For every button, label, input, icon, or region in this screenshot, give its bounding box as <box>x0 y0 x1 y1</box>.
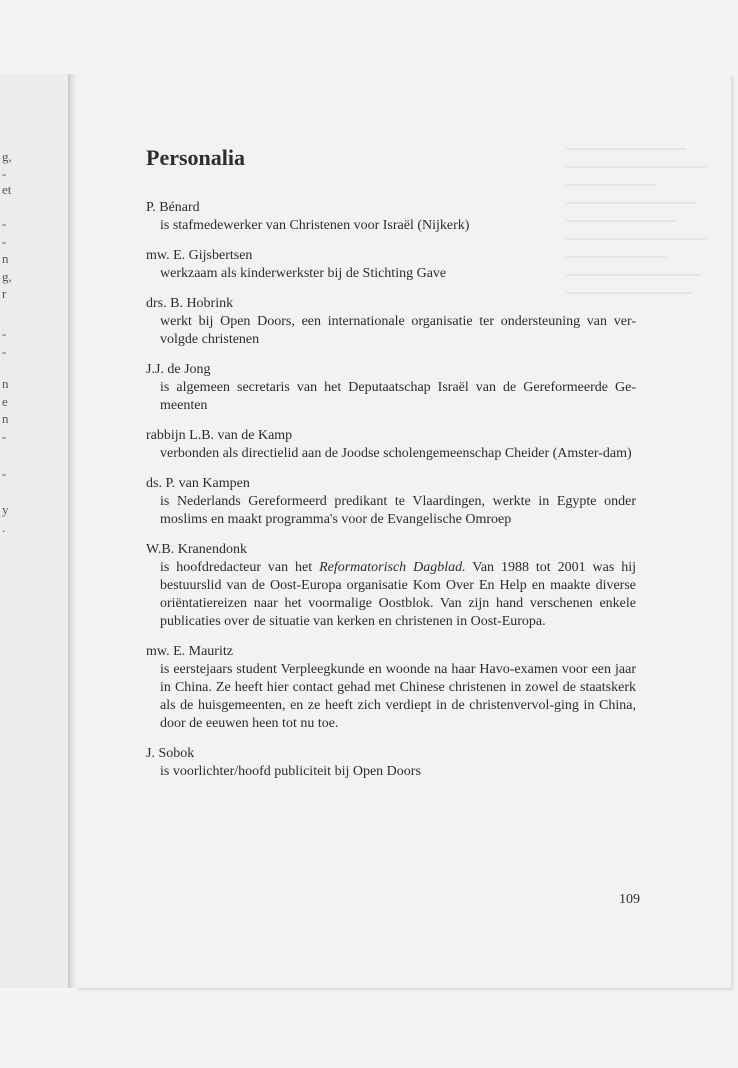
prev-page-fragment: - <box>2 344 7 359</box>
personalia-entry <box>146 745 636 781</box>
prev-page-fragment: - <box>2 216 7 231</box>
person-name: J. Sobok <box>146 746 195 761</box>
prev-page-fragment: r <box>2 286 7 301</box>
prev-page-fragment: - <box>2 234 7 249</box>
person-description <box>146 559 636 631</box>
person-description: werkt bij Open Doors, een internationale organisatie ter ondersteuning van ver-volgde christenen <box>160 314 636 347</box>
personalia-entry <box>146 475 636 529</box>
person-name: J.J. de Jong <box>146 362 211 377</box>
person-description: verbonden als directielid aan de Joodse scholengemeenschap Cheider (Amster-dam) <box>160 446 632 461</box>
personalia-entry <box>146 541 636 631</box>
person-description: werkzaam als kinderwerkster bij de Stichting Gave <box>160 266 447 281</box>
publication-title: Reformatorisch Dagblad. <box>319 560 466 575</box>
prev-page-fragment: . <box>2 520 6 535</box>
person-name: mw. E. Gijsbertsen <box>146 248 253 263</box>
prev-page-fragment: et <box>2 182 12 197</box>
prev-page-fragment: - <box>2 429 7 444</box>
prev-page-fragment: n <box>2 251 9 266</box>
page-number: 109 <box>619 892 640 907</box>
prev-page-fragment: y <box>2 502 9 517</box>
personalia-entry <box>146 361 636 415</box>
person-description: is eerstejaars student Verpleegkunde en woonde na haar Havo-examen voor een jaar in China. Ze heeft hier contact gehad met Chinese christenen in zowel de staatskerk als de huisgemeenten, en ze heeft zich verdiept in de christenvervol-ging in China, door de eeuwen heen tot nu toe. <box>160 662 636 731</box>
person-name: mw. E. Mauritz <box>146 644 233 659</box>
prev-page-fragment: e <box>2 394 8 409</box>
book-gutter <box>68 74 76 988</box>
person-name: drs. B. Hobrink <box>146 296 234 311</box>
page-title: Personalia <box>146 145 245 170</box>
personalia-entry <box>146 295 636 349</box>
person-name: ds. P. van Kampen <box>146 476 250 491</box>
prev-page-fragment: n <box>2 376 9 391</box>
prev-page-fragment: g, <box>2 149 12 164</box>
prev-page-fragment: - <box>2 466 7 481</box>
prev-page-fragment: n <box>2 411 9 426</box>
person-description: is Nederlands Gereformeerd predikant te Vlaardingen, werkte in Egypte onder moslims en maakt programma's voor de Evangelische Omroep <box>160 494 636 527</box>
personalia-entry <box>146 247 636 283</box>
person-description: is algemeen secretaris van het Deputaatschap Israël van de Gereformeerde Ge-meenten <box>160 380 636 413</box>
description-text: Van 1988 tot 2001 was hij bestuurslid van de Oost-Europa organisatie Kom Over En Help en maakte diverse oriëntatiereizen naar het voormalige Oostblok. Van zijn hand verschenen enkele publicaties over de situatie van kerken en christenen in Oost-Europa. <box>160 560 636 629</box>
person-description: is voorlichter/hoofd publiciteit bij Open Doors <box>160 764 421 779</box>
personalia-entry <box>146 199 636 235</box>
person-description: is stafmedewerker van Christenen voor Israël (Nijkerk) <box>160 218 470 233</box>
person-name: P. Bénard <box>146 200 200 215</box>
person-name: rabbijn L.B. van de Kamp <box>146 428 293 443</box>
personalia-list <box>146 199 636 793</box>
prev-page-fragment: - <box>2 326 7 341</box>
prev-page-fragment: - <box>2 166 7 181</box>
prev-page-fragment: g, <box>2 269 12 284</box>
personalia-entry <box>146 427 636 463</box>
personalia-entry <box>146 643 636 733</box>
book-page <box>76 74 731 988</box>
person-name: W.B. Kranendonk <box>146 542 247 557</box>
description-text: is hoofdredacteur van het <box>160 560 320 575</box>
previous-page-edge <box>0 74 70 988</box>
